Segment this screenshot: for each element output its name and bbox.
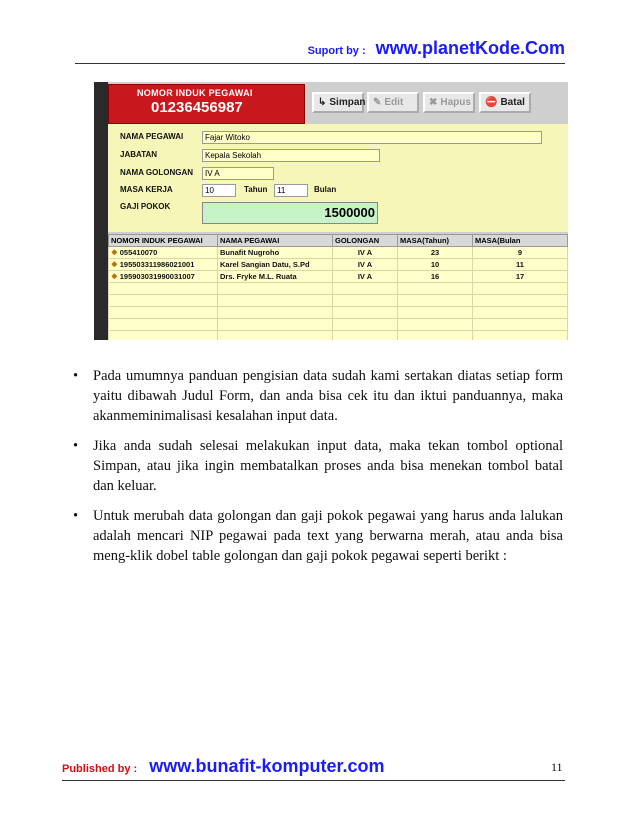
cancel-icon: ⛔ bbox=[485, 97, 498, 108]
golongan-field[interactable]: IV A bbox=[202, 167, 274, 180]
cell-nama: Bunafit Nugroho bbox=[218, 247, 333, 259]
col-masa-tahun[interactable]: MASA(Tahun) bbox=[398, 235, 473, 247]
col-nama[interactable]: NAMA PEGAWAI bbox=[218, 235, 333, 247]
empty-row bbox=[109, 331, 568, 341]
cell-masa-bulan: 17 bbox=[473, 271, 568, 283]
app-screenshot bbox=[94, 82, 568, 340]
record-icon: ❖ bbox=[111, 272, 118, 281]
bullet-item bbox=[73, 366, 563, 426]
simpan-label: Simpan bbox=[329, 97, 366, 108]
empty-row bbox=[109, 319, 568, 331]
header-url[interactable]: www.planetKode.Com bbox=[375, 38, 565, 58]
bullet-icon: • bbox=[73, 438, 79, 454]
edit-icon: ✎ bbox=[373, 97, 382, 108]
edit-label: Edit bbox=[384, 97, 404, 108]
cell-masa-tahun: 16 bbox=[398, 271, 473, 283]
cell-nip: 055410070 bbox=[119, 248, 158, 257]
delete-icon: ✖ bbox=[429, 97, 438, 108]
cell-golongan: IV A bbox=[333, 247, 398, 259]
tahun-label: Tahun bbox=[244, 185, 268, 194]
footer-url[interactable]: www.bunafit-komputer.com bbox=[149, 756, 385, 776]
col-masa-bulan[interactable]: MASA(Bulan bbox=[473, 235, 568, 247]
empty-row bbox=[109, 307, 568, 319]
table-row[interactable] bbox=[109, 271, 568, 283]
cell-masa-bulan: 11 bbox=[473, 259, 568, 271]
simpan-button[interactable] bbox=[312, 92, 364, 113]
form-panel bbox=[108, 124, 568, 232]
save-icon: ↳ bbox=[318, 97, 327, 108]
header-rule bbox=[75, 63, 565, 64]
batal-button[interactable] bbox=[479, 92, 531, 113]
nip-box[interactable] bbox=[108, 84, 305, 124]
masa-tahun-field[interactable]: 10 bbox=[202, 184, 236, 197]
gaji-label: GAJI POKOK bbox=[120, 202, 171, 211]
record-icon: ❖ bbox=[111, 248, 118, 257]
record-icon: ❖ bbox=[111, 260, 118, 269]
cell-nip: 195903031990031007 bbox=[119, 272, 195, 281]
nama-field[interactable]: Fajar Witoko bbox=[202, 131, 542, 144]
bulan-label: Bulan bbox=[314, 185, 337, 194]
cell-nip: 195503311986021001 bbox=[119, 260, 195, 269]
hapus-label: Hapus bbox=[440, 97, 471, 108]
page-header bbox=[0, 38, 565, 59]
cell-nama: Karel Sangian Datu, S.Pd bbox=[218, 259, 333, 271]
bullet-text: Untuk merubah data golongan dan gaji pokok pegawai yang harus anda lalukan adalah mencari NIP pegawai pada text yang berwarna merah, atau anda bisa meng-klik dobel table golongan dan gaji pokok pegawai seperti berikt : bbox=[93, 508, 563, 564]
table-row[interactable] bbox=[109, 259, 568, 271]
nama-label: NAMA PEGAWAI bbox=[120, 132, 184, 141]
cell-golongan: IV A bbox=[333, 271, 398, 283]
golongan-label: NAMA GOLONGAN bbox=[120, 168, 194, 177]
bullet-text: Pada umumnya panduan pengisian data sudah kami sertakan diatas setiap form yaitu dibawah Judul Form, dan anda bisa cek itu dan iktui panduannya, maka akanmeminimalisasi kesalahan input data. bbox=[93, 368, 563, 424]
masa-bulan-field[interactable]: 11 bbox=[274, 184, 308, 197]
nip-label: NOMOR INDUK PEGAWAI bbox=[137, 88, 253, 98]
cell-masa-tahun: 10 bbox=[398, 259, 473, 271]
empty-row bbox=[109, 295, 568, 307]
table-header-row bbox=[109, 235, 568, 247]
bullet-icon: • bbox=[73, 508, 79, 524]
cell-golongan: IV A bbox=[333, 259, 398, 271]
pegawai-table[interactable] bbox=[108, 234, 568, 340]
col-nip[interactable]: NOMOR INDUK PEGAWAI bbox=[109, 235, 218, 247]
page-footer bbox=[62, 756, 385, 777]
jabatan-field[interactable]: Kepala Sekolah bbox=[202, 149, 380, 162]
page-number: 11 bbox=[551, 760, 563, 774]
edit-button[interactable] bbox=[367, 92, 419, 113]
masa-label: MASA KERJA bbox=[120, 185, 173, 194]
cell-masa-bulan: 9 bbox=[473, 247, 568, 259]
jabatan-label: JABATAN bbox=[120, 150, 158, 159]
header-label: Suport by : bbox=[307, 45, 366, 57]
bullet-item bbox=[73, 436, 563, 496]
nip-value: 01236456987 bbox=[151, 99, 243, 116]
table-row[interactable] bbox=[109, 247, 568, 259]
col-golongan[interactable]: GOLONGAN bbox=[333, 235, 398, 247]
batal-label: Batal bbox=[500, 97, 525, 108]
gaji-field[interactable]: 1500000 bbox=[202, 202, 378, 224]
bullet-list bbox=[73, 366, 563, 576]
cell-masa-tahun: 23 bbox=[398, 247, 473, 259]
bullet-item bbox=[73, 506, 563, 566]
empty-row bbox=[109, 283, 568, 295]
cell-nama: Drs. Fryke M.L. Ruata bbox=[218, 271, 333, 283]
hapus-button[interactable] bbox=[423, 92, 475, 113]
window-border bbox=[94, 82, 108, 340]
footer-label: Published by : bbox=[62, 763, 138, 775]
bullet-text: Jika anda sudah selesai melakukan input data, maka tekan tombol optional Simpan, atau jika ingin membatalkan proses anda bisa menekan tombol batal dan keluar. bbox=[93, 438, 563, 494]
footer-rule bbox=[62, 780, 565, 781]
bullet-icon: • bbox=[73, 368, 79, 384]
